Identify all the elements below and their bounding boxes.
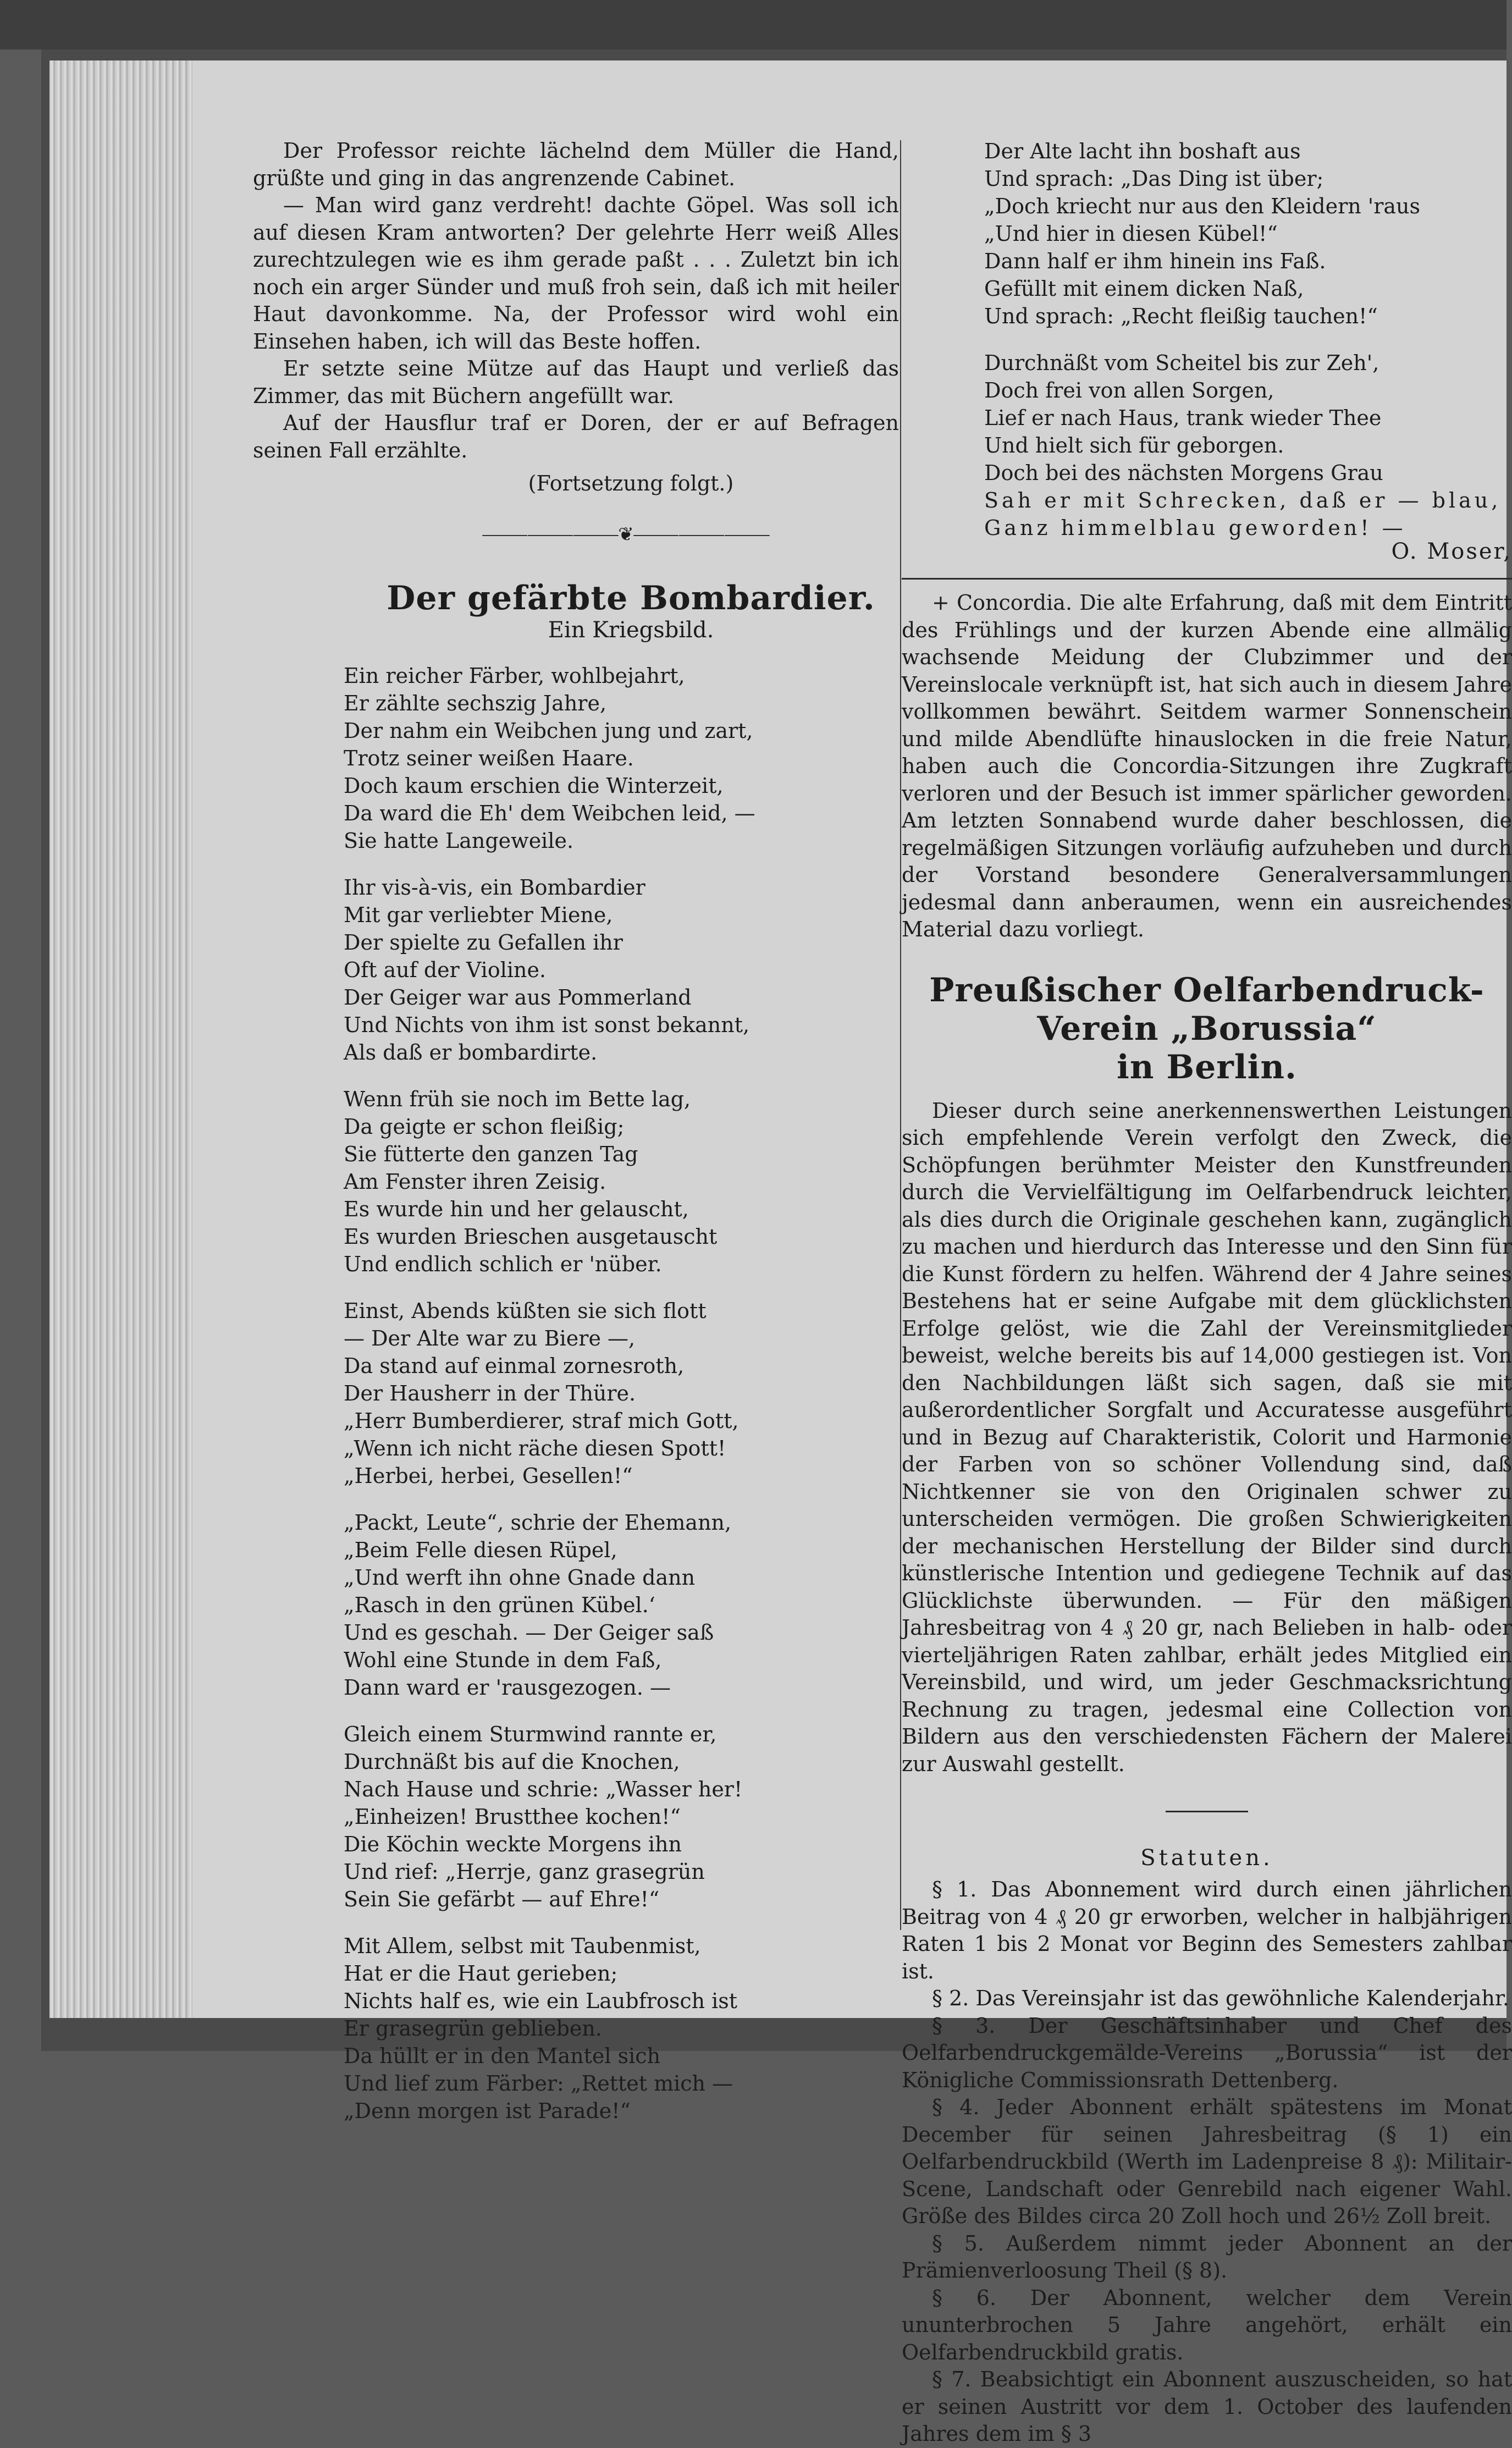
stanza <box>344 662 899 854</box>
stanza <box>344 1721 899 1913</box>
verse-line: Der nahm ein Weibchen jung und zart, <box>344 719 753 743</box>
verse-line: Doch kaum erschien die Winterzeit, <box>344 774 724 798</box>
verse-line: „Herbei, herbei, Gesellen!“ <box>344 1464 633 1488</box>
story-paragraph: Auf der Hausflur traf er Doren, der er auf Befragen seinen Fall erzählte. <box>253 411 899 462</box>
concordia-notice: + Concordia. Die alte Erfahrung, daß mit dem Eintritt des Frühlings und der kurzen Abende eine allmälig wachsende Meidung der Clubzimmer und der Vereinslocale verknüpft ist, hat sich auch in diesem Jahre vollkommen bewährt. Seitdem warmer Sonnenschein und milde Abendlüfte hinauslocken in die freie Natur, haben auch die Concordia-Sitzungen ihre Zugkraft verloren und der Besuch ist immer spärlicher geworden. Am letzten Sonnabend wurde daher beschlossen, die regelmäßigen Sitzungen vorläufig aufzuheben und durch der Vorstand besondere Generalversammlungen jedesmal dann anberaumen, wenn ein ausreichendes Material dazu vorliegt. <box>902 591 1512 941</box>
verse-line: Ihr vis-à-vis, ein Bombardier <box>344 875 645 900</box>
verein-heading: Preußischer Oelfarbendruck-Verein „Borussia“ <box>929 971 1485 1048</box>
verse-line: Er grasegrün geblieben. <box>344 2016 602 2041</box>
statute-paragraph: § 1. Das Abonnement wird durch einen jährlichen Beitrag von 4 ₰ 20 gr erworben, welcher in halbjährigen Raten 1 bis 2 Monat vor Beginn des Semesters zahlbar ist. <box>902 1877 1512 1983</box>
verse-line: Und lief zum Färber: „Rettet mich — <box>344 2071 733 2096</box>
ornament-divider: ⸻⸻⸻❦⸻⸻⸻ <box>481 523 770 545</box>
verse-line: Durchnäßt vom Scheitel bis zur Zeh', <box>984 351 1379 375</box>
poem-subtitle: Ein Kriegsbild. <box>548 617 714 643</box>
verse-line: Dann half er ihm hinein ins Faß. <box>984 249 1326 273</box>
verse-line: Doch bei des nächsten Morgens Grau <box>984 461 1383 485</box>
verse-line: Es wurden Brieschen ausgetauscht <box>344 1225 718 1249</box>
verse-line: Da hüllt er in den Mantel sich <box>344 2044 661 2068</box>
verse-line: Am Fenster ihren Zeisig. <box>344 1170 606 1194</box>
verse-line: Der Geiger war aus Pommerland <box>344 985 692 1010</box>
statuten-title: Statuten. <box>1140 1845 1273 1871</box>
verse-line: Ein reicher Färber, wohlbejahrt, <box>344 664 685 688</box>
stanza <box>344 1297 899 1490</box>
verse-line: Der Alte lacht ihn boshaft aus <box>984 139 1301 163</box>
scan-background <box>0 0 1507 49</box>
verse-line: Da geigte er schon fleißig; <box>344 1115 625 1139</box>
page-edges <box>49 60 198 2018</box>
statute-paragraph: § 3. Der Geschäftsinhaber und Chef des Oelfarbendruckgemälde-Vereins „Borussia“ ist der Königliche Commissionsrath Dettenberg. <box>902 2013 1512 2092</box>
right-column <box>902 60 1512 2448</box>
verse-line: Da stand auf einmal zornesroth, <box>344 1354 685 1378</box>
verse-line: Und sprach: „Das Ding ist über; <box>984 167 1324 191</box>
verse-line: Da ward die Eh' dem Weibchen leid, — <box>344 801 755 825</box>
stanza <box>344 1085 899 1278</box>
verse-line: „Packt, Leute“, schrie der Ehemann, <box>344 1510 732 1535</box>
statute-paragraph: § 6. Der Abonnent, welcher dem Verein ununterbrochen 5 Jahre angehört, erhält ein Oelfarbendruckbild gratis. <box>902 2285 1512 2364</box>
verse-line: Und hielt sich für geborgen. <box>984 433 1284 457</box>
verein-description: Dieser durch seine anerkennenswerthen Leistungen sich empfehlende Verein verfolgt den Zweck, die Schöpfungen berühmter Meister den Kunstfreunden durch die Vervielfältigung im Oelfarbendruck leichter, als dies durch die Originale geschehen kann, zugänglich zu machen und hierdurch das Interesse und den Sinn für die Kunst fördern zu helfen. Während der 4 Jahre seines Bestehens hat er seine Aufgabe mit dem glücklichsten Erfolge gelöst, wie die Zahl der Vereinsmitglieder beweist, welche bereits bis auf 14,000 gestiegen ist. Von den Nachbildungen läßt sich sagen, daß sie mit außerordentlicher Sorgfalt und Accuratesse ausgeführt und in Bezug auf Charakteristik, Colorit und Harmonie der Farben von so schöner Vollendung sind, daß Nichtkenner sie von den Originalen schwer zu unterscheiden vermögen. Die großen Schwierigkeiten der mechanischen Herstellung der Bilder sind durch künstlerische Intention und gediegene Technik auf das Glücklichste überwunden. — Für den mäßigen Jahresbeitrag von 4 ₰ 20 gr, nach Belieben in halb- oder vierteljährigen Raten zahlbar, erhält jedes Mitglied ein Vereinsbild, und wird, um jeder Geschmacksrichtung Rechnung zu tragen, jedesmal eine Collection von Bildern aus den verschiedensten Fächern der Malerei zur Auswahl gestellt. <box>902 1098 1512 1776</box>
verse-line: Und Nichts von ihm ist sonst bekannt, <box>344 1013 750 1037</box>
section-rule <box>902 578 1512 580</box>
verse-line: Wenn früh sie noch im Bette lag, <box>344 1087 691 1111</box>
verse-line: Und es geschah. — Der Geiger saß <box>344 1620 714 1645</box>
poem-title: Der gefärbte Bombardier. <box>387 579 875 617</box>
verse-line: Er zählte sechszig Jahre, <box>344 691 607 715</box>
verse-line: Und endlich schlich er 'nüber. <box>344 1252 662 1276</box>
verse-line: Trotz seiner weißen Haare. <box>344 746 634 770</box>
verse-line: Gleich einem Sturmwind rannte er, <box>344 1722 717 1746</box>
verse-line: Mit Allem, selbst mit Taubenmist, <box>344 1934 701 1958</box>
verse-line: Durchnäßt bis auf die Knochen, <box>344 1750 680 1774</box>
verse-line: Sie fütterte den ganzen Tag <box>344 1142 638 1166</box>
newspaper-page <box>192 60 1512 2446</box>
verse-line: Als daß er bombardirte. <box>344 1040 598 1065</box>
verse-line: Nichts half es, wie ein Laubfrosch ist <box>344 1989 738 2013</box>
verse-line: „Rasch in den grünen Kübel.‘ <box>344 1593 655 1617</box>
statute-paragraph: § 2. Das Vereinsjahr ist das gewöhnliche Kalenderjahr. <box>932 1986 1509 2010</box>
verse-line: „Und hier in diesen Kübel!“ <box>984 222 1278 246</box>
verse-line: Doch frei von allen Sorgen, <box>984 378 1274 403</box>
verse-line: Wohl eine Stunde in dem Faß, <box>344 1648 662 1672</box>
stanza <box>344 1509 899 1701</box>
statute-paragraph: § 5. Außerdem nimmt jeder Abonnent an der Prämienverloosung Theil (§ 8). <box>902 2231 1512 2282</box>
statute-paragraph: § 7. Beabsichtigt ein Abonnent auszuscheiden, so hat er seinen Austritt vor dem 1. October des laufenden Jahres dem im § 3 <box>902 2367 1512 2446</box>
verse-line: „Herr Bumberdierer, straf mich Gott, <box>344 1409 739 1433</box>
left-column <box>253 60 899 2125</box>
stanza <box>344 874 899 1066</box>
verse-line: Nach Hause und schrie: „Wasser her! <box>344 1777 743 1801</box>
verse-line: Und rief: „Herrje, ganz grasegrün <box>344 1860 705 1884</box>
verse-line: Sah er mit Schrecken, daß er — blau, <box>984 488 1502 512</box>
verse-line: Es wurde hin und her gelauscht, <box>344 1197 689 1221</box>
stanza <box>344 1932 899 2125</box>
verse-line: Lief er nach Haus, trank wieder Thee <box>984 406 1382 430</box>
verse-line: „Doch kriecht nur aus den Kleidern 'raus <box>984 194 1421 218</box>
verse-line: „Wenn ich nicht räche diesen Spott! <box>344 1436 726 1460</box>
verse-line: Sein Sie gefärbt — auf Ehre!“ <box>344 1887 660 1911</box>
verse-line: Sie hatte Langeweile. <box>344 829 574 853</box>
verse-line: Einst, Abends küßten sie sich flott <box>344 1299 707 1323</box>
verse-line: „Einheizen! Brustthee kochen!“ <box>344 1805 681 1829</box>
story-paragraph: Der Professor reichte lächelnd dem Müller die Hand, grüßte und ging in das angrenzende Cabinet. <box>253 139 899 190</box>
poem-signature: O. Moser, <box>1391 539 1512 564</box>
verse-line: Mit gar verliebter Miene, <box>344 903 613 927</box>
verse-line: Der spielte zu Gefallen ihr <box>344 930 623 955</box>
verse-line: Und sprach: „Recht fleißig tauchen!“ <box>984 304 1378 328</box>
stanza <box>984 349 1512 542</box>
poem-stanzas <box>344 662 899 2125</box>
story-paragraph: — Man wird ganz verdreht! dachte Göpel. Was soll ich auf diesen Kram antworten? Der gelehrte Herr weiß Alles zurechtzulegen wie es ihm gerade paßt . . . Zuletzt bin ich noch ein arger Sünder und muß froh sein, daß ich mit heiler Haut davonkomme. Na, der Professor wird wohl ein Einsehen haben, ich will das Beste hoffen. <box>253 193 899 354</box>
story-paragraph: Er setzte seine Mütze auf das Haupt und verließ das Zimmer, das mit Büchern angefüllt war. <box>253 356 899 408</box>
verse-line: Oft auf der Violine. <box>344 958 547 982</box>
verse-line: — Der Alte war zu Biere —, <box>344 1326 636 1350</box>
verse-line: Ganz himmelblau geworden! — <box>984 516 1406 540</box>
verse-line: Gefüllt mit einem dicken Naß, <box>984 277 1304 301</box>
short-rule <box>1166 1811 1248 1812</box>
verse-line: „Beim Felle diesen Rüpel, <box>344 1538 617 1562</box>
verein-heading-city: in Berlin. <box>1117 1047 1297 1087</box>
verse-line: Dann ward er 'rausgezogen. — <box>344 1675 671 1700</box>
verse-line: „Denn morgen ist Parade!“ <box>344 2099 631 2123</box>
statuten-list <box>902 1876 1512 2448</box>
continuation-note: (Fortsetzung folgt.) <box>528 471 734 495</box>
verse-line: „Und werft ihn ohne Gnade dann <box>344 1565 696 1590</box>
verse-line: Hat er die Haut gerieben; <box>344 1961 618 1986</box>
statute-paragraph: § 4. Jeder Abonnent erhält spätestens im Monat December für seinen Jahresbeitrag (§ 1) ein Oelfarbendruckbild (Werth im Ladenpreise 8 ₰): Militair-Scene, Landschaft oder Genrebild nach eigener Wahl. Größe des Bildes circa 20 Zoll hoch und 26½ Zoll breit. <box>902 2095 1512 2228</box>
verse-line: Der Hausherr in der Thüre. <box>344 1381 636 1405</box>
verse-line: Die Köchin weckte Morgens ihn <box>344 1832 682 1856</box>
column-rule <box>900 140 901 1930</box>
stanza <box>984 137 1512 330</box>
poem-continuation <box>984 137 1512 542</box>
